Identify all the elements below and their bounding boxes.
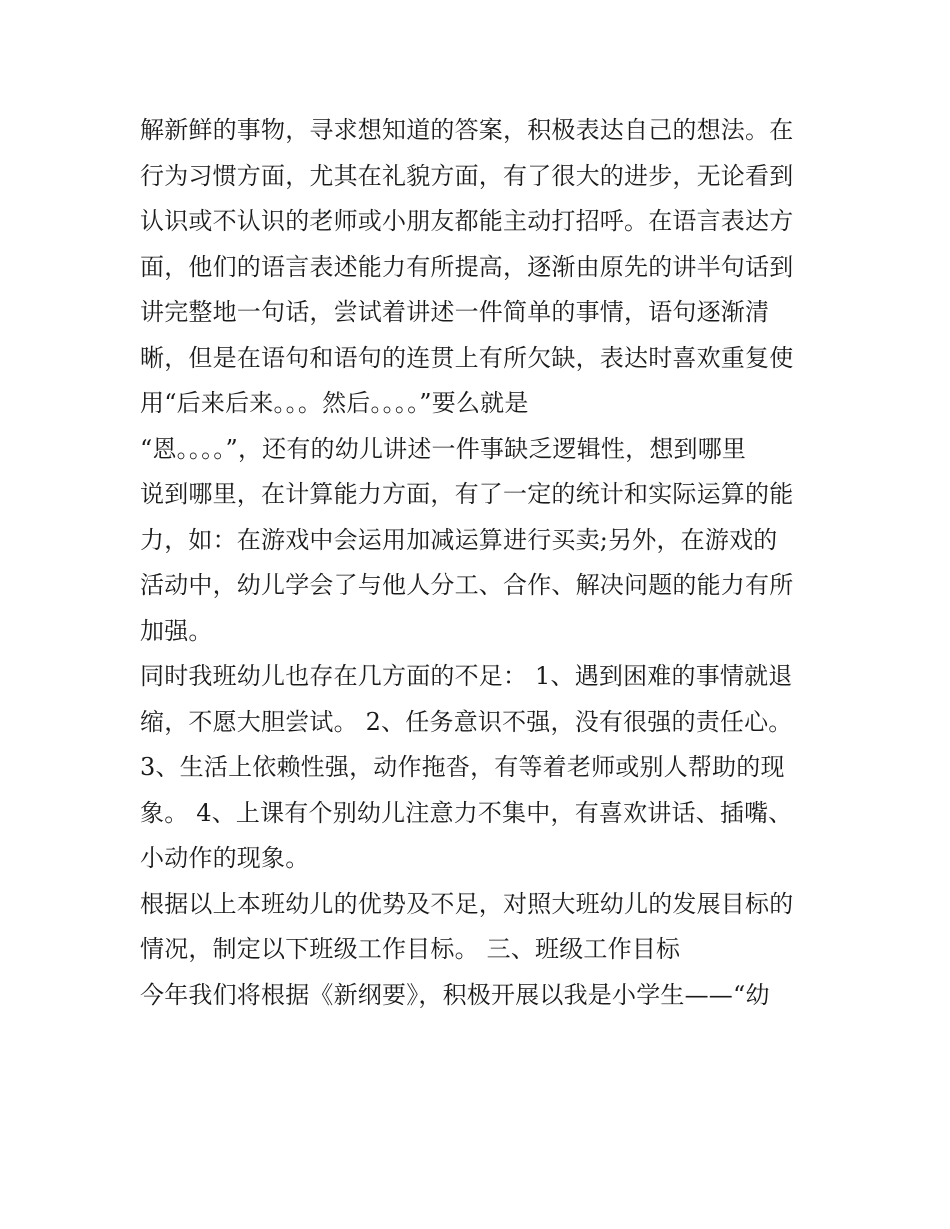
text-line: 同时我班幼儿也存在几方面的不足： 1、遇到困难的事情就退 (140, 662, 793, 690)
text-line: 行为习惯方面，尤其在礼貌方面，有了很大的进步，无论看到 (140, 161, 794, 190)
text-line: 3、生活上依赖性强，动作拖沓，有等着老师或别人帮助的现 (140, 753, 785, 781)
text-line: 说到哪里，在计算能力方面，有了一定的统计和实际运算的能 (140, 480, 794, 508)
text-line: “恩。。。。”，还有的幼儿讲述一件事缺乏逻辑性，想到哪里 (140, 434, 747, 463)
text-line: 加强。 (140, 616, 213, 645)
text-line: 情况，制定以下班级工作目标。 三、班级工作目标 (140, 935, 681, 963)
text-line: 今年我们将根据《新纲要》，积极开展以我是小学生——“幼 (140, 980, 770, 1009)
text-line: 象。 4、上课有个别幼儿注意力不集中，有喜欢讲话、插嘴、 (140, 798, 793, 827)
body-text (140, 108, 830, 1018)
text-line: 面，他们的语言表述能力有所提高，逐渐由原先的讲半句话到 (140, 252, 794, 281)
text-line: 认识或不认识的老师或小朋友都能主动打招呼。在语言表达方 (140, 207, 794, 235)
text-line: 用“后来后来。。。然后。。。。”要么就是 (140, 389, 529, 417)
text-line: 晰，但是在语句和语句的连贯上有所欠缺，表达时喜欢重复使 (140, 343, 794, 372)
text-line: 活动中，幼儿学会了与他人分工、合作、解决问题的能力有所 (140, 571, 794, 599)
text-line: 力，如：在游戏中会运用加减运算进行买卖;另外，在游戏的 (140, 525, 778, 554)
text-line: 缩，不愿大胆尝试。 2、任务意识不强，没有很强的责任心。 (140, 707, 793, 736)
text-line: 讲完整地一句话，尝试着讲述一件简单的事情，语句逐渐清 (140, 298, 770, 326)
text-line: 根据以上本班幼儿的优势及不足，对照大班幼儿的发展目标的 (140, 889, 794, 918)
text-line: 解新鲜的事物，寻求想知道的答案，积极表达自己的想法。在 (140, 116, 794, 144)
text-line: 小动作的现象。 (140, 844, 310, 872)
